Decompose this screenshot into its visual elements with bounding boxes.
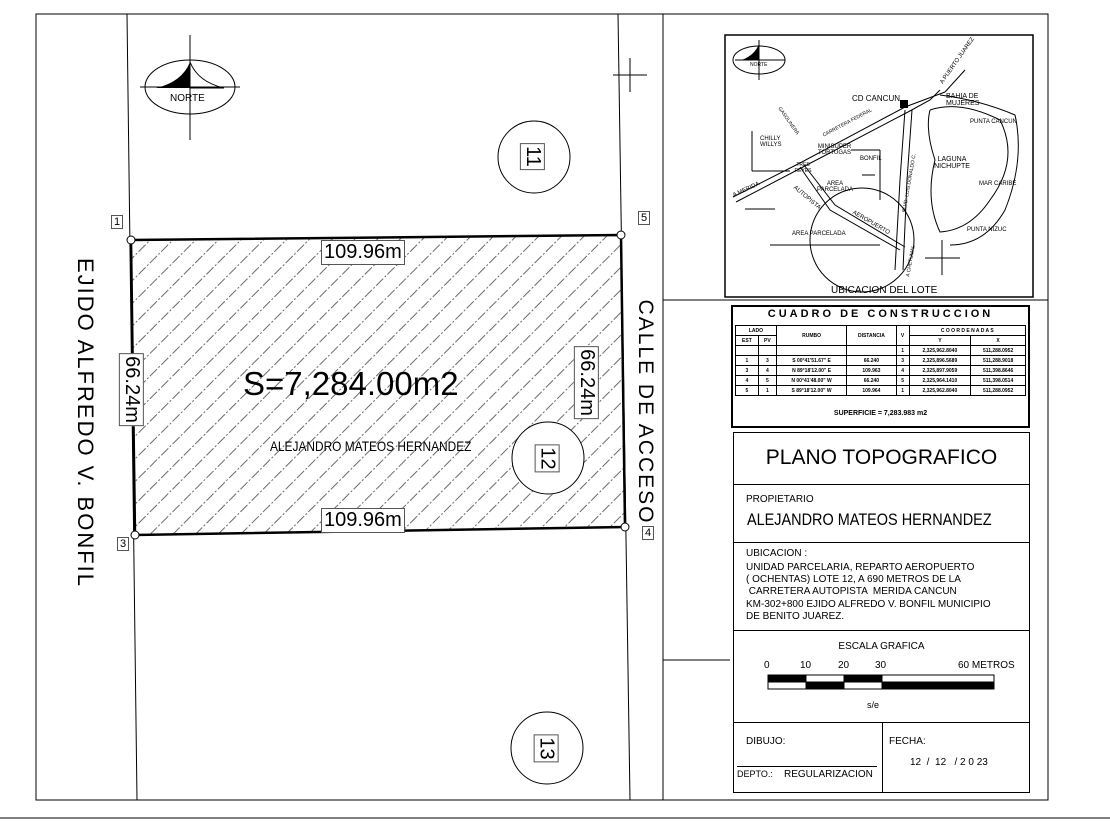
dimension-top: 109.96m xyxy=(321,240,405,265)
superficie-total: SUPERFICIE = 7,283.983 m2 xyxy=(833,410,928,417)
lot-owner: ALEJANDRO MATEOS HERNANDEZ xyxy=(270,438,472,454)
map-puerto-juarez: A PUERTO JUAREZ xyxy=(939,36,976,86)
th-rumbo: RUMBO xyxy=(776,326,846,346)
dimension-right: 66.24m xyxy=(574,346,599,419)
th-x: X xyxy=(971,336,1026,346)
scale-tick: 0 xyxy=(764,660,770,671)
dimension-left: 66.24m xyxy=(119,353,144,426)
street-left-label: EJIDO ALFREDO V. BONFIL xyxy=(73,257,98,589)
scale-tick: 30 xyxy=(875,660,887,671)
th-coordenadas: C O O R D E N A D A S xyxy=(909,326,1025,336)
map-punta-nizuc: PUNTA NIZUC xyxy=(967,227,1007,233)
th-v: V xyxy=(896,326,909,346)
street-right-label: CALLE DE ACCESO xyxy=(634,299,657,525)
map-mar-caribe: MAR CARIBE xyxy=(979,181,1017,187)
table-row: 5 1 S 89°18'12.00" W 109.964 1 2,325,962.8040 511,288.0952 xyxy=(736,386,1026,396)
scale-tick: 20 xyxy=(838,660,850,671)
lot-area: S=7,284.00m2 xyxy=(243,365,459,402)
owner-name: ALEJANDRO MATEOS HERNANDEZ xyxy=(747,510,992,529)
map-minisuper: MINISUPER TORTUGAS xyxy=(817,144,852,156)
location-line: ( OCHENTAS) LOTE 12, A 690 METROS DE LA xyxy=(746,574,961,585)
map-cd-cancun: CD CANCUN xyxy=(852,94,900,103)
map-gasolinera: GASOLINERA xyxy=(776,105,801,137)
construction-table xyxy=(735,325,1026,396)
owner-label: PROPIETARIO xyxy=(746,494,814,505)
location-map-frame xyxy=(725,35,1033,297)
table-row: 4 5 N 00°41'48.00" W 66.240 5 2,325,964.1410 511,398.0514 xyxy=(736,376,1026,386)
map-bonfil: BONFIL xyxy=(860,156,882,162)
dibujo-label: DIBUJO: xyxy=(746,736,786,747)
th-distancia: DISTANCIA xyxy=(847,326,896,346)
vertex-4-label: 4 xyxy=(642,526,654,540)
dimension-bottom: 109.96m xyxy=(321,508,405,533)
scale-note: s/e xyxy=(867,700,880,710)
table-row: 1 2,325,962.8040 511,288.0952 xyxy=(736,346,1026,356)
vertex-5-label: 5 xyxy=(638,211,650,225)
map-punta-cancun: PUNTA CANCUN xyxy=(970,119,1017,125)
map-autopista: AUTOPISTA xyxy=(791,184,822,212)
map-chilly: CHILLY WILLYS xyxy=(760,136,782,148)
map-caption: UBICACION DEL LOTE xyxy=(831,285,938,296)
th-y: Y xyxy=(909,336,971,346)
scale-tick: 10 xyxy=(800,660,812,671)
vertex-1-label: 1 xyxy=(111,215,123,229)
construction-table-title: CUADRO DE CONSTRUCCION xyxy=(767,308,994,320)
location-line: KM-302+800 EJIDO ALFREDO V. BONFIL MUNICIPIO xyxy=(746,599,991,610)
location-line: CARRETERA AUTOPISTA MERIDA CANCUN xyxy=(746,586,957,597)
map-laguna: LAGUNA NICHUPTE xyxy=(934,156,970,170)
title-plano: PLANO TOPOGRAFICO xyxy=(765,446,998,469)
map-colosio: BLVD. LUIS DONALDO C. xyxy=(901,153,918,213)
map-tres-reyes: TRES REYES xyxy=(794,162,812,174)
fecha-value: 12 / 12 / 2 0 23 xyxy=(910,757,988,768)
depto-label: DEPTO.: xyxy=(737,769,773,779)
th-est: EST xyxy=(736,336,759,346)
map-north-label: NORTE xyxy=(750,62,768,68)
th-lado: LADO xyxy=(736,326,777,336)
fecha-label: FECHA: xyxy=(889,736,926,747)
location-line: DE BENITO JUAREZ. xyxy=(746,611,845,622)
map-a-merida: A MERIDA xyxy=(732,181,761,199)
lot-12-label: 12 xyxy=(535,444,560,472)
lot-11-label: 11 xyxy=(520,143,545,170)
scale-tick: 60 METROS xyxy=(958,660,1015,671)
map-area-parcelada-2: AREA PARCELADA xyxy=(792,231,846,237)
map-aeropuerto: AEROPUERTO xyxy=(851,209,891,237)
table-row: 3 4 N 89°18'12.00" E 109.963 4 2,325,897.9059 511,398.8646 xyxy=(736,366,1026,376)
location-line: UNIDAD PARCELARIA, REPARTO AEROPUERTO xyxy=(746,562,975,573)
map-area-parcelada-1: AREA PARCELADA xyxy=(817,181,853,193)
vertex-3-label: 3 xyxy=(117,537,129,551)
th-pv: PV xyxy=(758,336,776,346)
north-label: NORTE xyxy=(170,93,205,104)
map-chetumal: A CHETUMAL xyxy=(905,244,917,278)
table-row: 1 3 S 00°41'51.67" E 66.240 3 2,325,896.5689 511,288.9018 xyxy=(736,356,1026,366)
map-bahia: BAHIA DE MUJERES xyxy=(946,93,980,107)
location-label: UBICACION : xyxy=(746,548,808,559)
lot-13-label: 13 xyxy=(534,734,559,762)
depto-value: REGULARIZACION xyxy=(784,769,873,780)
scale-title: ESCALA GRAFICA xyxy=(838,641,925,652)
map-carretera-federal: CARRETERA FEDERAL xyxy=(821,107,874,139)
